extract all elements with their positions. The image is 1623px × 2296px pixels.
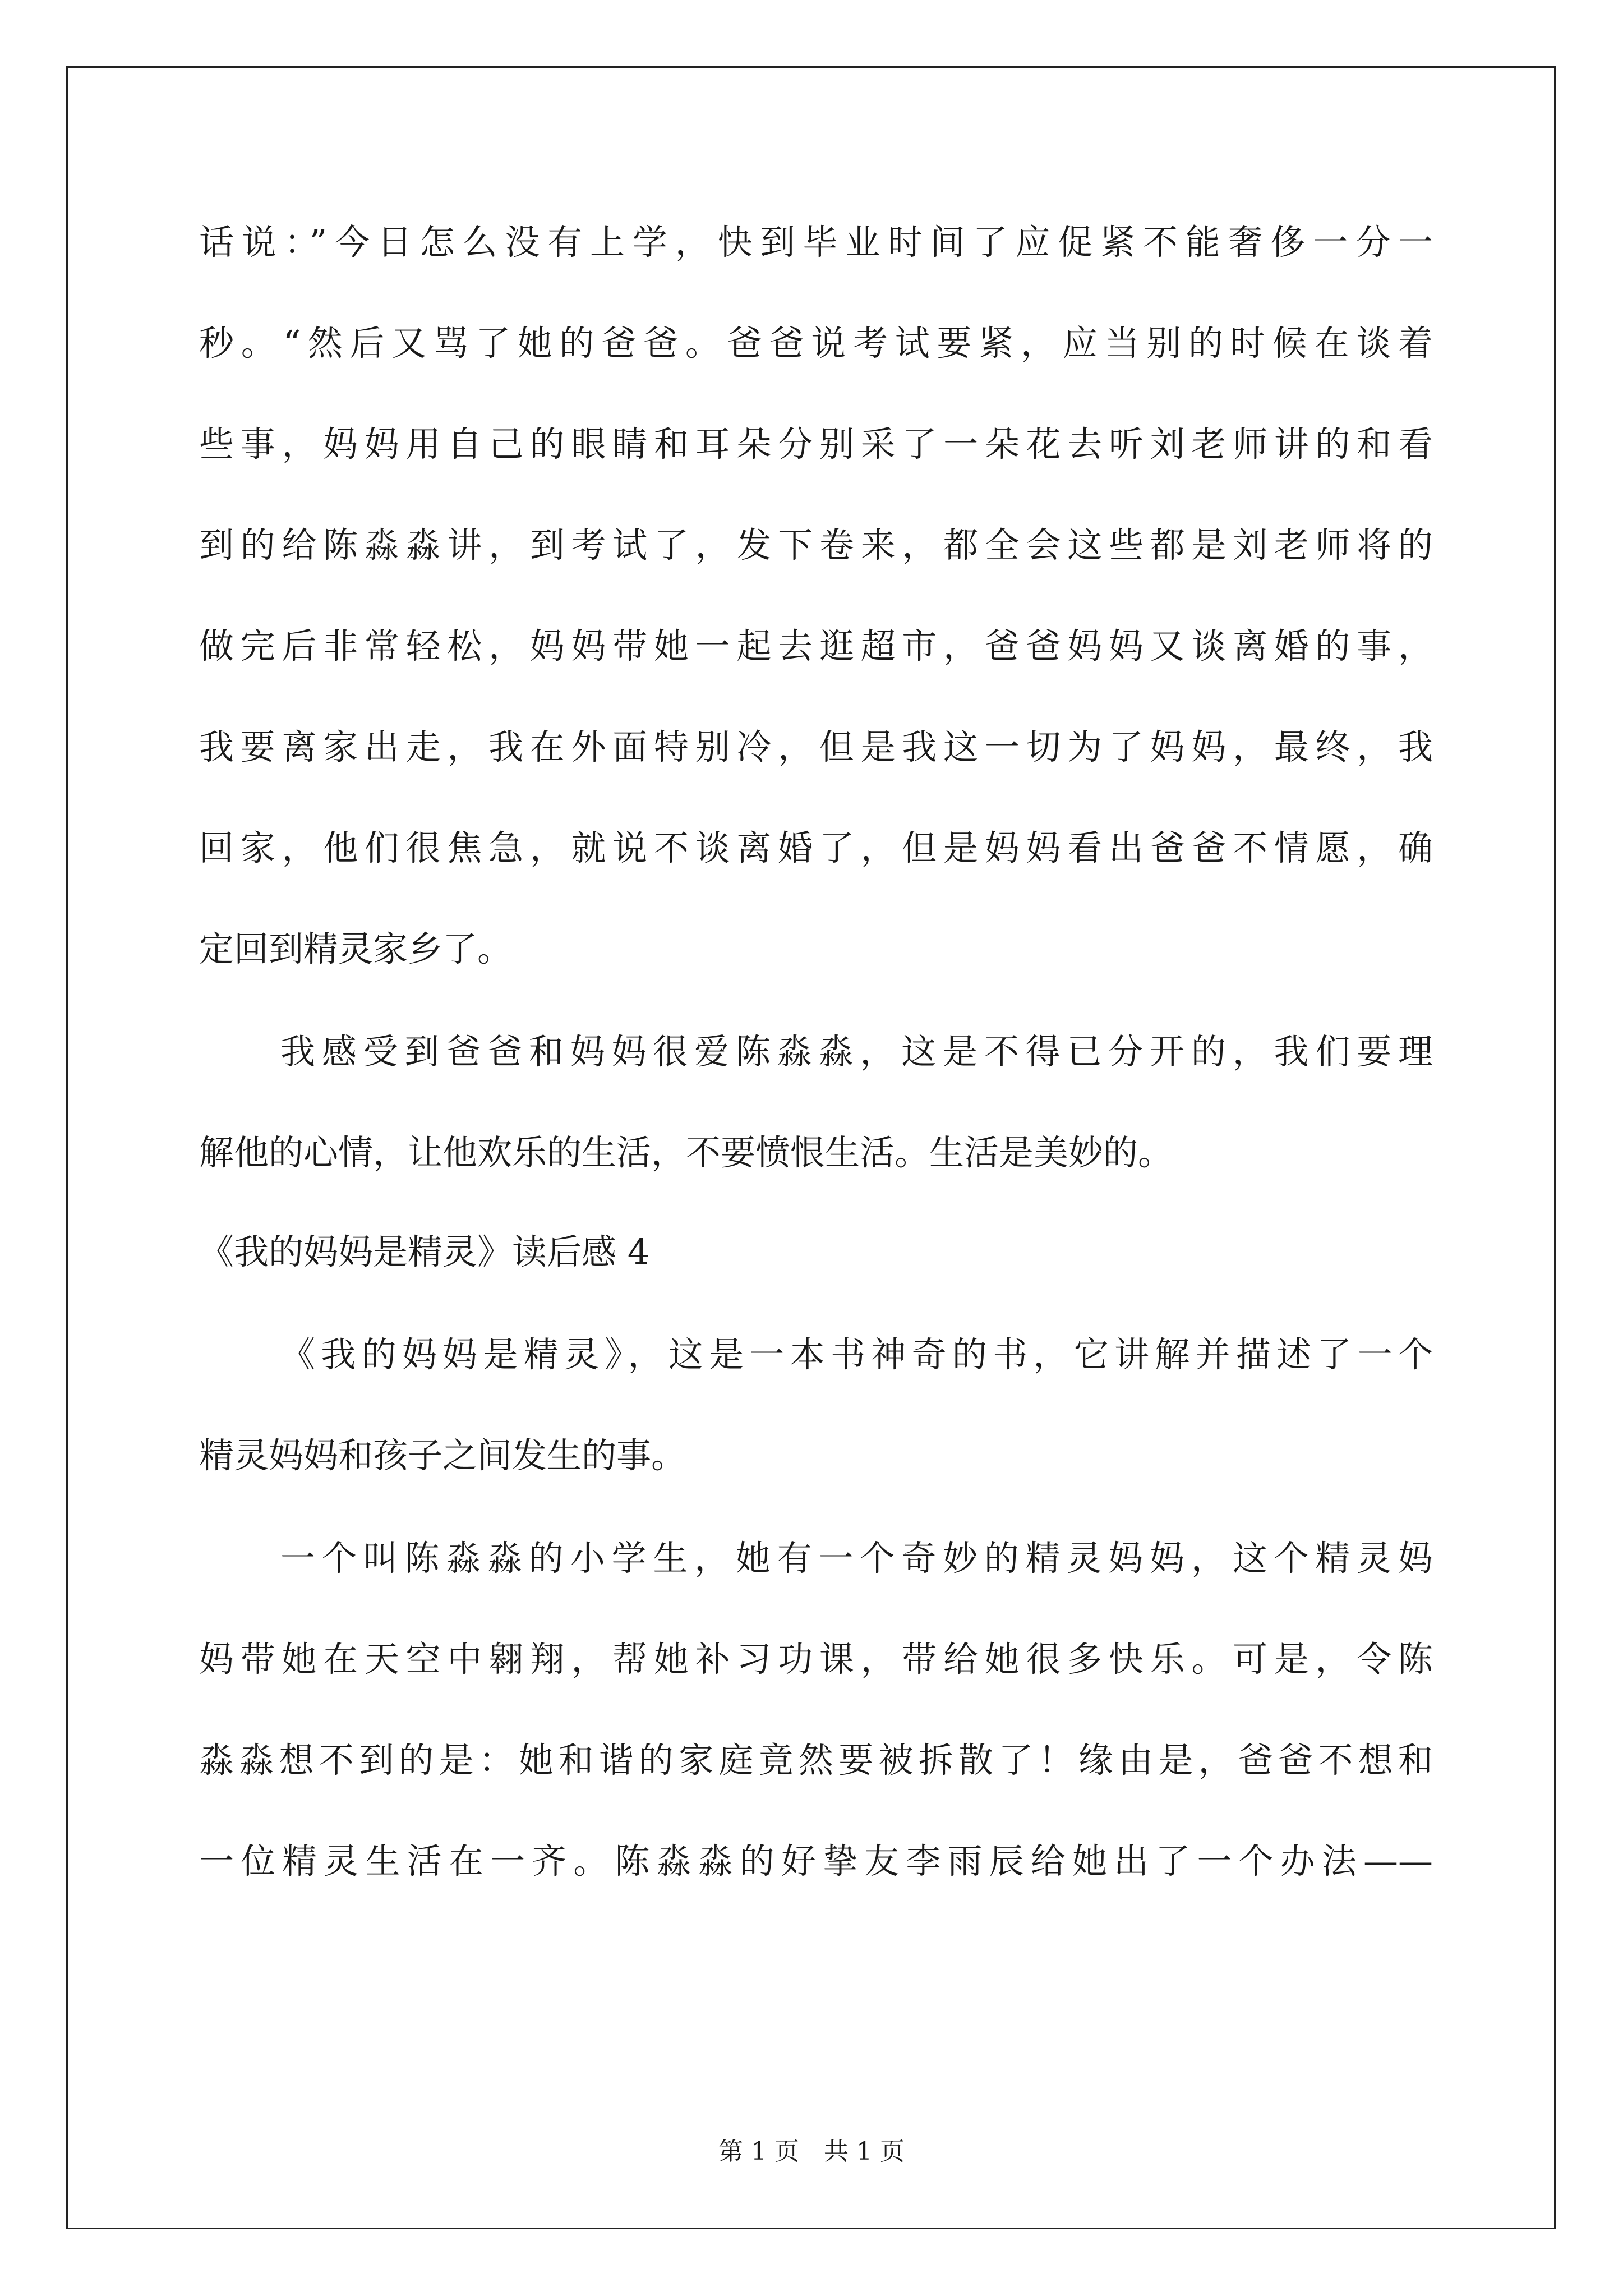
text-line: 精灵妈妈和孩子之间发生的事。: [199, 1435, 686, 1476]
paragraph-first-line: 一个叫陈淼淼的小学生，她有一个奇妙的精灵妈妈，这个精灵妈: [280, 1538, 1433, 1579]
page-number-footer: 第 1 页 共 1 页: [718, 2137, 905, 2166]
text-line: 些事，妈妈用自己的眼睛和耳朵分别采了一朵花去听刘老师讲的和看: [199, 424, 1433, 464]
text-line: 妈带她在天空中翱翔，帮她补习功课，带给她很多快乐。可是，令陈: [199, 1639, 1433, 1680]
text-line: 淼淼想不到的是：她和谐的家庭竟然要被拆散了！缘由是，爸爸不想和: [199, 1740, 1433, 1780]
paragraph-first-line: 我感受到爸爸和妈妈很爱陈淼淼，这是不得已分开的，我们要理: [280, 1031, 1433, 1072]
text-line: 回家，他们很焦急，就说不谈离婚了，但是妈妈看出爸爸不情愿，确: [199, 827, 1433, 868]
text-line: 话说：”今日怎么没有上学，快到毕业时间了应促紧不能奢侈一分一: [199, 222, 1433, 263]
section-heading: 《我的妈妈是精灵》读后感 4: [199, 1231, 650, 1272]
text-line: 解他的心情，让他欢乐的生活，不要愤恨生活。生活是美妙的。: [199, 1132, 1173, 1173]
paragraph-first-line: 《我的妈妈是精灵》，这是一本书神奇的书，它讲解并描述了一个: [280, 1334, 1433, 1375]
text-line: 秒。“然后又骂了她的爸爸。爸爸说考试要紧，应当别的时候在谈着: [199, 323, 1433, 364]
text-line: 一位精灵生活在一齐。陈淼淼的好挚友李雨辰给她出了一个办法——: [199, 1841, 1433, 1881]
text-line: 定回到精灵家乡了。: [199, 928, 513, 969]
text-line: 到的给陈淼淼讲，到考试了，发下卷来，都全会这些都是刘老师将的: [199, 524, 1433, 565]
text-line: 我要离家出走，我在外面特别冷，但是我这一切为了妈妈，最终，我: [199, 726, 1433, 767]
text-line: 做完后非常轻松，妈妈带她一起去逛超市，爸爸妈妈又谈离婚的事，: [199, 625, 1433, 666]
